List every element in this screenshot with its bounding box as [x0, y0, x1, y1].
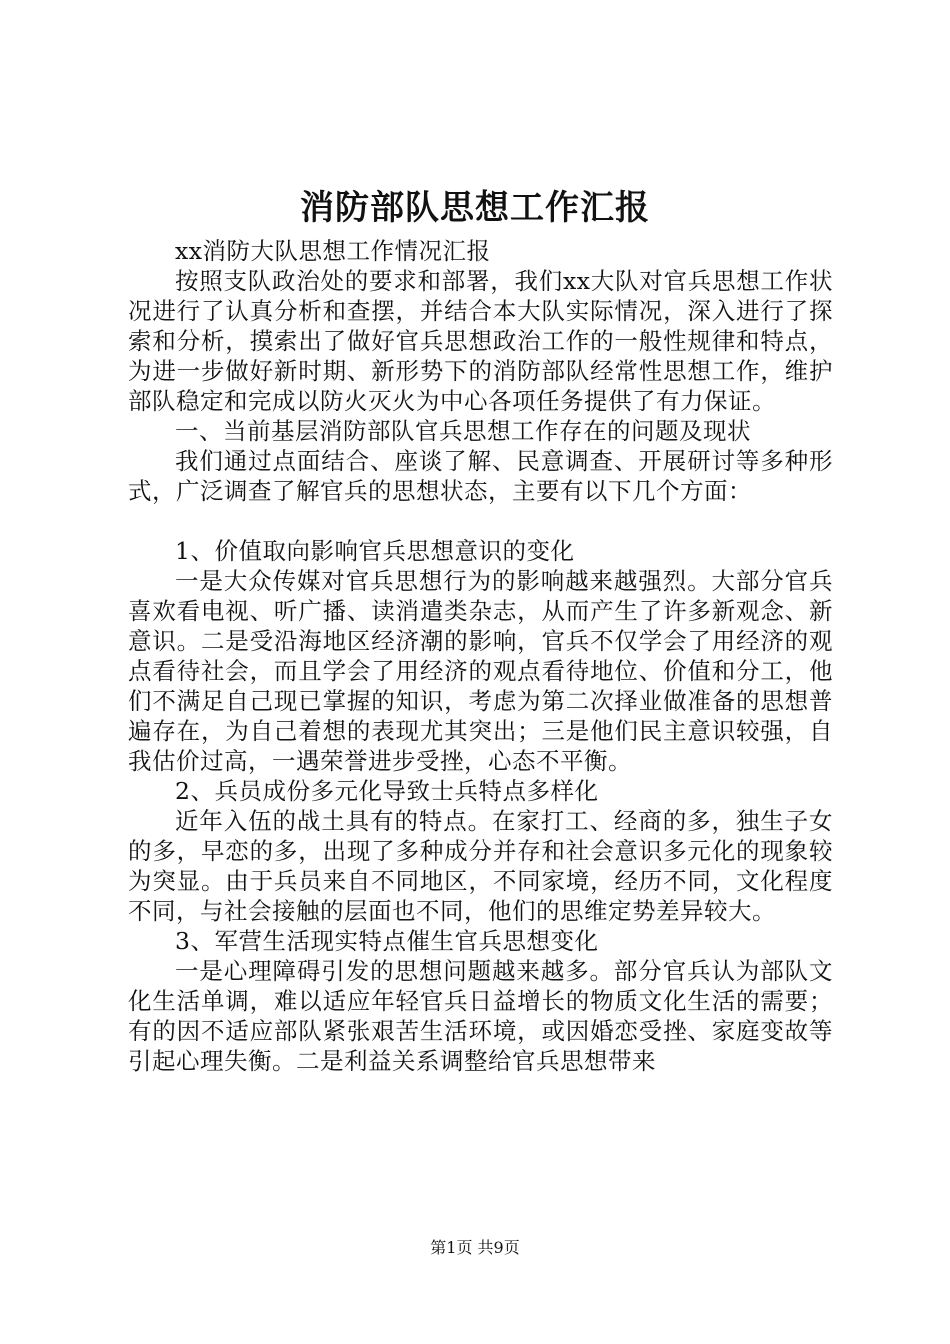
document-title: 消防部队思想工作汇报	[300, 188, 650, 228]
section-heading-1: 一、当前基层消防部队官兵思想工作存在的问题及现状	[175, 417, 751, 445]
intro-paragraph: 按照支队政治处的要求和部署，我们xx大队对官兵思想工作状况进行了认真分析和查摆，并结合本大队实际情况，深入进行了探索和分析，摸索出了做好官兵思想政治工作的一般性规律和特点，为进一步做好新时期、新形势下的消防部队经常性思想工作，维护部队稳定和完成以防火灭火为中心各项任务提供了有力保证。	[128, 267, 833, 415]
report-subtitle: xx消防大队思想工作情况汇报	[175, 237, 491, 265]
subsection-paragraph-3: 一是心理障碍引发的思想问题越来越多。部分官兵认为部队文化生活单调，难以适应年轻官兵日益增长的物质文化生活的需要；有的因不适应部队紧张艰苦生活环境，或因婚恋受挫、家庭变故等引起心理失衡。二是利益关系调整给官兵思想带来	[128, 957, 833, 1075]
subsection-paragraph-2: 近年入伍的战土具有的特点。在家打工、经商的多，独生子女的多，早恋的多，出现了多种成分并存和社会意识多元化的现象较为突显。由于兵员来自不同地区，不同家境，经历不同，文化程度不同，与社会接触的层面也不同，他们的思维定势差异较大。	[128, 807, 833, 925]
page-number-footer: 第1页 共9页	[430, 1238, 520, 1257]
document-body	[128, 236, 833, 1076]
subsection-heading-3: 3、军营生活现实特点催生官兵思想变化	[175, 927, 599, 955]
section-intro-paragraph: 我们通过点面结合、座谈了解、民意调查、开展研讨等多种形式，广泛调查了解官兵的思想状态，主要有以下几个方面：	[128, 447, 833, 505]
subsection-paragraph-1: 一是大众传媒对官兵思想行为的影响越来越强烈。大部分官兵喜欢看电视、听广播、读消遣类杂志，从而产生了许多新观念、新意识。二是受沿海地区经济潮的影响，官兵不仅学会了用经济的观点看待社会，而且学会了用经济的观点看待地位、价值和分工，他们不满足自己现已掌握的知识，考虑为第二次择业做准备的思想普遍存在，为自己着想的表现尤其突出；三是他们民主意识较强，自我估价过高，一遇荣誉进步受挫，心态不平衡。	[128, 567, 833, 775]
subsection-heading-1: 1、价值取向影响官兵思想意识的变化	[175, 537, 575, 565]
subsection-heading-2: 2、兵员成份多元化导致士兵特点多样化	[175, 777, 599, 805]
